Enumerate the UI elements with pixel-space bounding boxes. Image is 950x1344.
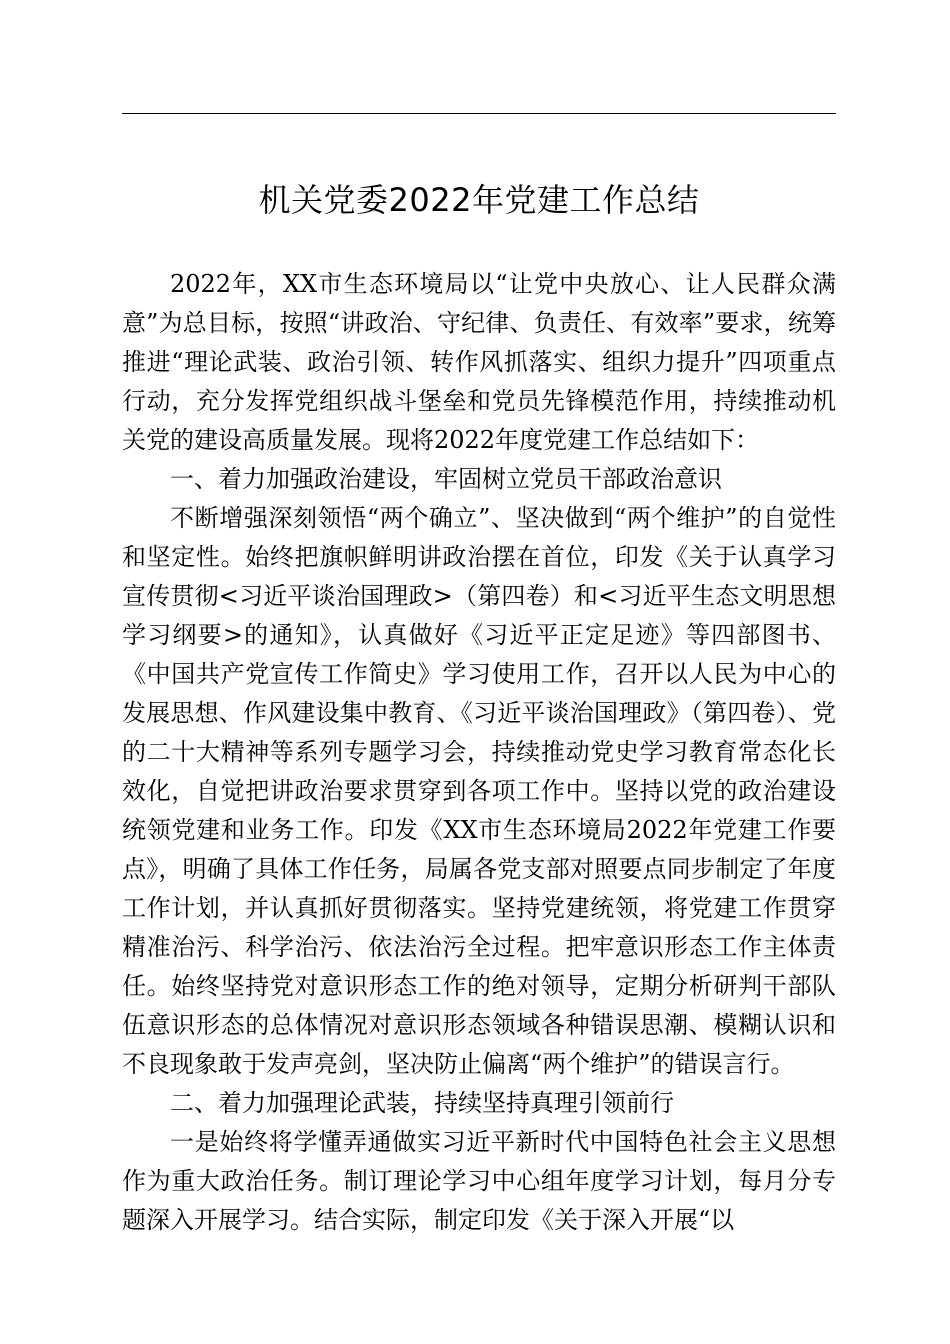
- section-2-paragraph: 一是始终将学懂弄通做实习近平新时代中国特色社会主义思想作为重大政治任务。制订理论学习中心组年度学习计划，每月分专题深入开展学习。结合实际，制定印发《关于深入开展“以: [122, 1128, 836, 1234]
- intro-paragraph: 2022年，XX市生态环境局以“让党中央放心、让人民群众满意”为总目标，按照“讲政治、守纪律、负责任、有效率”要求，统筹推进“理论武装、政治引领、转作风抓落实、组织力提升”四项重点行动，充分发挥党组织战斗堡垒和党员先锋模范作用，持续推动机关党的建设高质量发展。现将2022年度党建工作总结如下：: [122, 270, 836, 454]
- section-heading-1: 一、着力加强政治建设，牢固树立党员干部政治意识: [170, 465, 722, 493]
- document-title: 机关党委2022年党建工作总结: [258, 181, 700, 219]
- section-1-paragraph: 不断增强深刻领悟“两个确立”、坚决做到“两个维护”的自觉性和坚定性。始终把旗帜鲜明讲政治摆在首位，印发《关于认真学习宣传贯彻<习近平谈治国理政>（第四卷）和<习近平生态文明思想学习纲要>的通知》，认真做好《习近平正定足迹》等四部图书、《中国共产党宣传工作简史》学习使用工作，召开以人民为中心的发展思想、作风建设集中教育、《习近平谈治国理政》（第四卷）、党的二十大精神等系列专题学习会，持续推动党史学习教育常态化长效化，自觉把讲政治要求贯穿到各项工作中。坚持以党的政治建设统领党建和业务工作。印发《XX市生态环境局2022年党建工作要点》，明确了具体工作任务，局属各党支部对照要点同步制定了年度工作计划，并认真抓好贯彻落实。坚持党建统领，将党建工作贯穿精准治污、科学治污、依法治污全过程。把牢意识形态工作主体责任。始终坚持党对意识形态工作的绝对领导，定期分析研判干部队伍意识形态的总体情况对意识形态领域各种错误思潮、模糊认识和不良现象敢于发声亮剑，坚决防止偏离“两个维护”的错误言行。: [122, 504, 836, 1078]
- header-rule: [122, 113, 836, 114]
- section-heading-2: 二、着力加强理论武装，持续坚持真理引领前行: [170, 1089, 674, 1117]
- document-body: [122, 265, 836, 1240]
